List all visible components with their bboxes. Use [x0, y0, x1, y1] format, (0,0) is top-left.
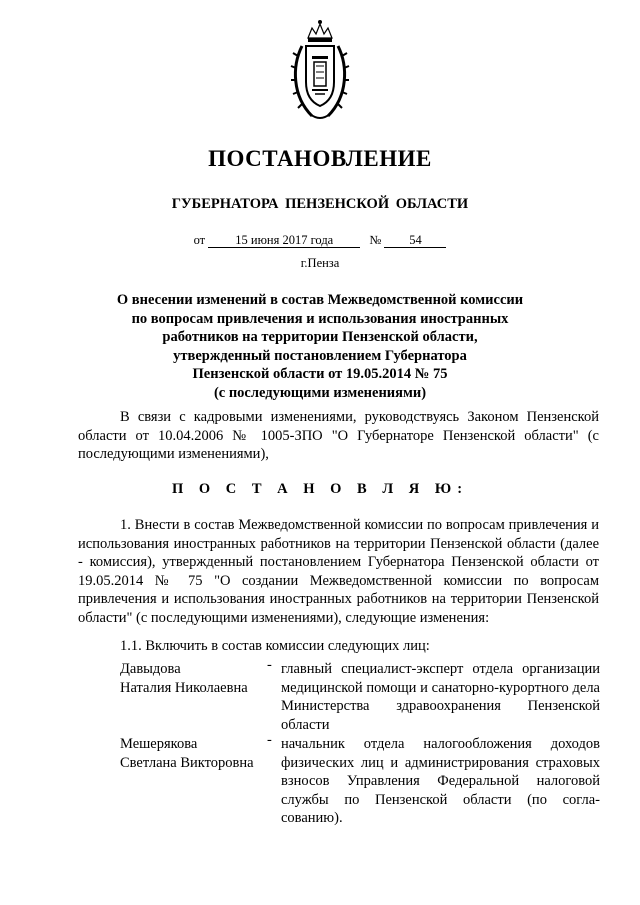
document-number: 54	[384, 233, 446, 248]
person-given-name: Светлана Викторовна	[120, 754, 254, 771]
person-surname: Мешерякова	[120, 736, 198, 752]
person-name	[120, 660, 270, 697]
person-name	[120, 735, 270, 772]
item-1-1-paragraph: 1.1. Включить в состав комиссии следующих лиц:	[120, 638, 430, 654]
intro-paragraph: В связи с кадровыми изменениями, руководствуясь Законом Пензенской области от 10.04.2006 № 1005-ЗПО "О Губернаторе Пензенской области" (с последующими изменениями),	[78, 409, 599, 463]
person-given-name: Наталия Николаевна	[120, 679, 248, 696]
person-surname: Давыдова	[120, 661, 181, 677]
decree-word: П О С Т А Н О В Л Я Ю:	[171, 481, 469, 497]
number-prefix: №	[369, 233, 382, 247]
person-position: главный специалист-эксперт отдела организации медицинской помощи и санаторно-курортного дела Министерства здравоохранения Пензенской области	[281, 661, 600, 733]
heading-line: утвержденный постановлением Губернатора	[173, 347, 467, 364]
document-date: 15 июня 2017 года	[208, 233, 360, 248]
item-1-paragraph: 1. Внести в состав Межведомственной комиссии по вопросам привлечения и использования иностранных работников на территории Пензенской области (далее - комиссия), утвержденный постановлением Губернатора Пензенской области от 19.05.2014 № 75 "О создании Межведомственной комиссии по вопросам привлечения и использования иностранных работников на территории Пензенской области" (с последующими изменениями), следующие изменения:	[78, 517, 599, 626]
document-heading	[90, 291, 550, 402]
document-city: г.Пенза	[300, 256, 340, 270]
person-dash: -	[267, 732, 272, 748]
document-title: ПОСТАНОВЛЕНИЕ	[208, 146, 432, 171]
person-dash: -	[267, 657, 272, 673]
date-number-line	[0, 233, 640, 248]
coat-of-arms-emblem	[290, 16, 350, 124]
document-subtitle: ГУБЕРНАТОРА ПЕНЗЕНСКОЙ ОБЛАСТИ	[171, 196, 469, 212]
person-position: начальник отдела налогообложения доходов физических лиц и администрирования страховых взносов Управления Федеральной налоговой службы по Пензенской области (по согла-сованию).	[281, 736, 600, 827]
heading-line: работников на территории Пензенской области,	[162, 329, 478, 345]
heading-line: (с последующими изменениями)	[213, 384, 427, 401]
heading-line: О внесении изменений в состав Межведомственной комиссии	[116, 292, 524, 308]
heading-line: Пензенской области от 19.05.2014 № 75	[192, 366, 448, 382]
date-prefix: от	[193, 233, 206, 247]
heading-line: по вопросам привлечения и использования иностранных	[131, 310, 509, 327]
